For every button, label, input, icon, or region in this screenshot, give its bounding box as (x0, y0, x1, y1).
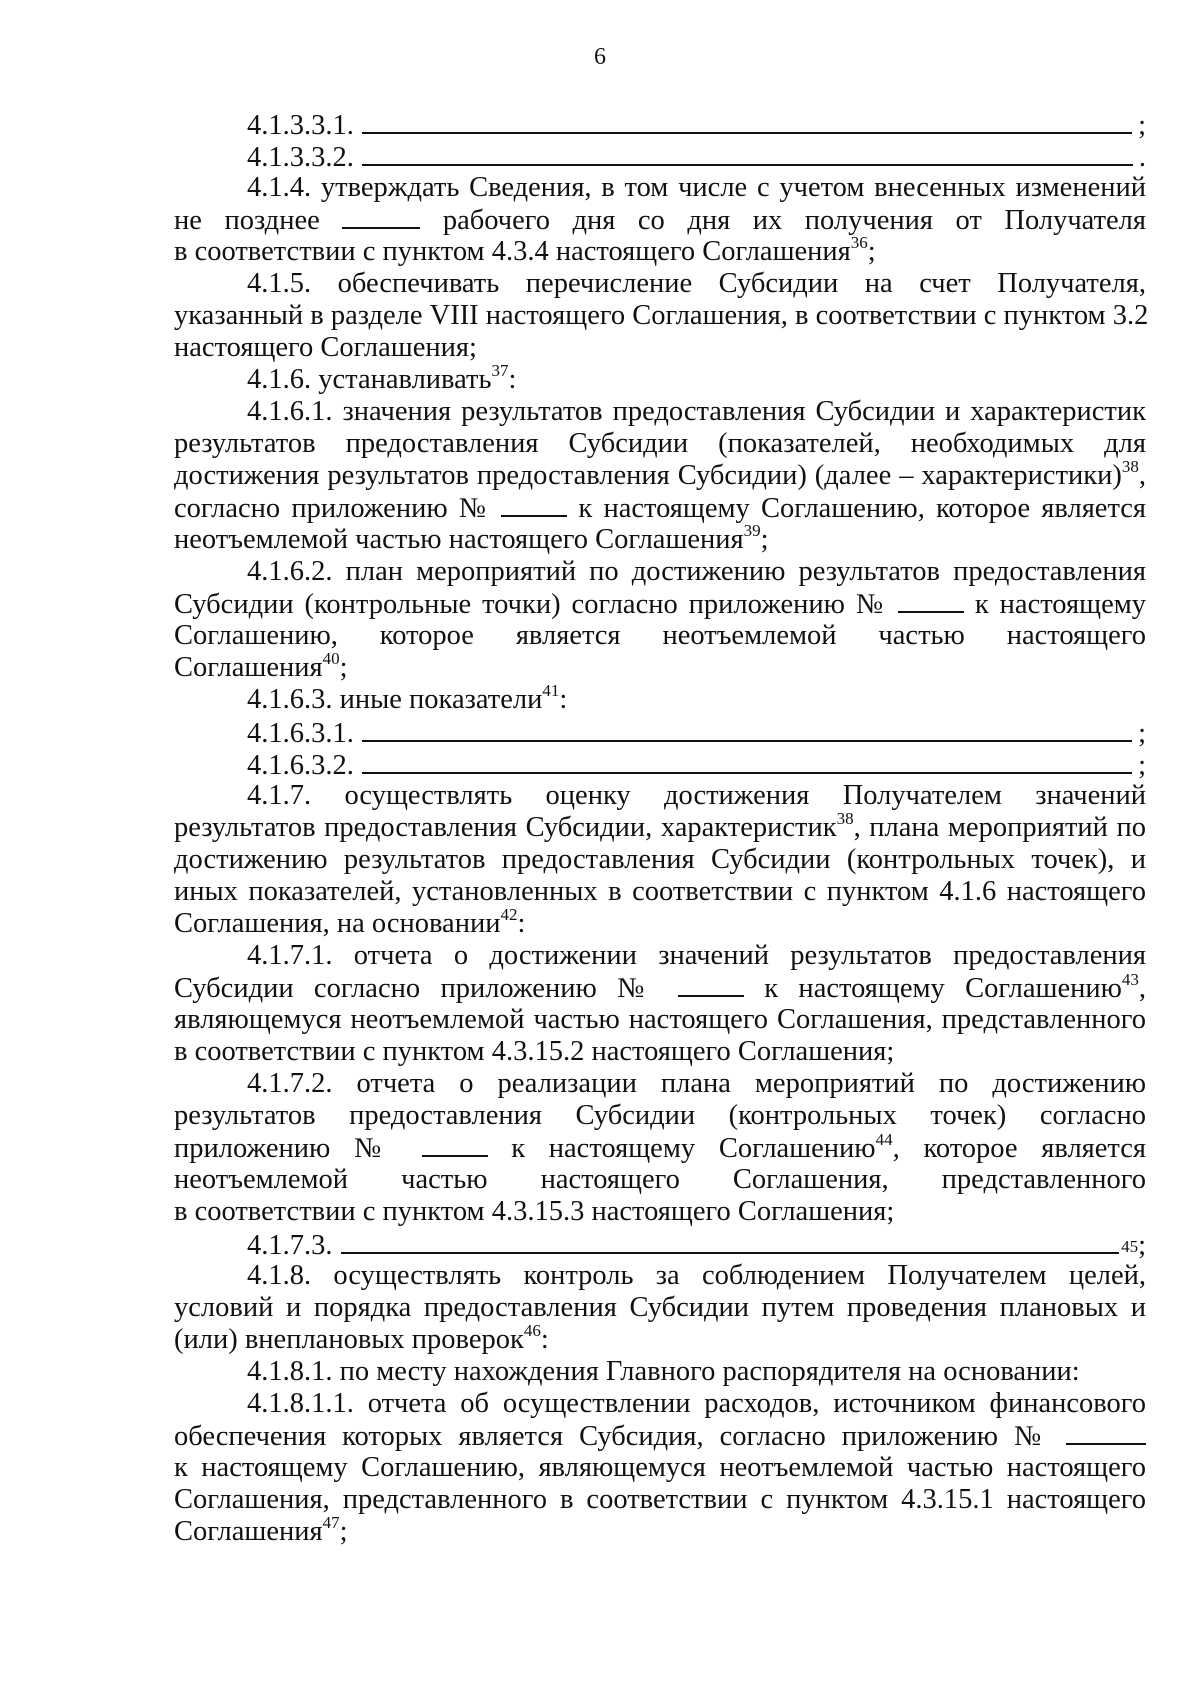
text-line: 4.1.6.2. план мероприятий по достижению результатов предоставления (247, 556, 1146, 587)
punctuation: ; (1138, 110, 1146, 141)
fill-in-blank[interactable] (898, 587, 964, 613)
text-line: результатов предоставления Субсидии (контрольных точек) согласно (174, 1100, 1146, 1131)
text-line: в соответствии с пунктом 4.3.15.2 настоящего Соглашения; (174, 1036, 895, 1067)
text-fragment: 4.1.6. устанавливать (247, 364, 492, 395)
text-line: 4.1.8.1.1. отчета об осуществлении расходов, источником финансового (247, 1388, 1146, 1419)
text-fragment: (или) внеплановых проверок (174, 1324, 524, 1355)
clause-number: 4.1.6.3.1. (247, 718, 354, 749)
punctuation: ; (1138, 750, 1146, 781)
text-line: достижению результатов предоставления Субсидии (контрольных точек), и (174, 844, 1146, 875)
punctuation: : (508, 364, 517, 395)
punctuation: , (1138, 460, 1146, 491)
fill-in-blank[interactable] (362, 107, 1132, 134)
text-fragment: Соглашения (174, 652, 323, 683)
punctuation: ; (1138, 718, 1146, 749)
text-line (174, 808, 1146, 845)
fill-in-blank[interactable] (362, 747, 1132, 774)
text-fragment: к настоящему Соглашению, которое является (578, 493, 1147, 524)
fill-in-blank[interactable] (678, 971, 744, 997)
punctuation: , (1138, 973, 1147, 1004)
clause-number: 4.1.6.3.2. (247, 750, 354, 781)
punctuation: ; (760, 524, 769, 555)
text-fragment: , которое является (892, 1133, 1146, 1164)
fill-in-blank[interactable] (341, 1227, 1120, 1254)
text-fragment: согласно приложению № (174, 493, 491, 524)
clause-4-1-3-3-1 (247, 107, 1146, 141)
punctuation: ; (339, 652, 348, 683)
text-line: неотъемлемой частью настоящего Соглашения, представленного (174, 1164, 1146, 1195)
text-line: 4.1.7.2. отчета о реализации плана мероприятий по достижению (247, 1068, 1146, 1099)
text-fragment: к настоящему Соглашению (764, 973, 1122, 1004)
footnote-ref: 44 (875, 1129, 893, 1149)
text-line (174, 1320, 1146, 1357)
text-line (174, 520, 1146, 557)
text-line (174, 232, 1146, 269)
fill-in-blank[interactable] (362, 715, 1132, 742)
clause-number: 4.1.3.3.1. (247, 110, 354, 141)
footnote-ref: 38 (1121, 456, 1139, 476)
footnote-ref: 47 (322, 1512, 340, 1532)
text-line (174, 456, 1146, 493)
text-line: условий и порядка предоставления Субсидии путем проведения плановых и (174, 1292, 1146, 1323)
fill-in-blank[interactable] (342, 203, 420, 229)
clause-4-1-6-3-1 (247, 715, 1146, 749)
text-line (247, 680, 1146, 717)
punctuation: ; (339, 1516, 348, 1547)
punctuation: ; (1138, 1230, 1146, 1261)
text-line: указанный в разделе VIII настоящего Соглашения, в соответствии с пунктом 3.2 (174, 300, 1149, 331)
text-line: иных показателей, установленных в соответствии с пунктом 4.1.6 настоящего (174, 876, 1146, 907)
text-line: 4.1.6.1. значения результатов предоставления Субсидии и характеристик (247, 396, 1146, 427)
text-fragment: Соглашения (174, 1516, 323, 1547)
clause-number: 4.1.7.3. (247, 1230, 333, 1261)
text-fragment: результатов предоставления Субсидии, характеристик (174, 812, 837, 843)
text-line (174, 491, 1146, 525)
text-fragment: Субсидии согласно приложению № (174, 973, 658, 1004)
footnote-ref: 43 (1121, 969, 1139, 989)
text-fragment: 4.1.6.3. иные показатели (247, 684, 543, 715)
text-line: 4.1.7. осуществлять оценку достижения Получателем значений (247, 780, 1146, 811)
text-fragment: приложению № (174, 1133, 398, 1164)
text-line: являющемуся неотъемлемой частью настоящего Соглашения, представленного (174, 1004, 1146, 1035)
fill-in-blank[interactable] (362, 139, 1133, 166)
text-line: Соглашения, представленного в соответствии с пунктом 4.3.15.1 настоящего (174, 1484, 1146, 1515)
text-line: к настоящему Соглашению, являющемуся неотъемлемой частью настоящего (174, 1452, 1146, 1483)
text-line (174, 203, 1146, 237)
text-fragment: к настоящему Соглашению (511, 1133, 876, 1164)
punctuation: : (540, 1324, 549, 1355)
clause-4-1-3-3-2 (247, 139, 1146, 173)
footnote-ref: 41 (542, 680, 560, 700)
fill-in-blank[interactable] (422, 1131, 488, 1157)
text-line (174, 904, 1146, 941)
footnote-ref: 39 (743, 520, 761, 540)
footnote-ref: 36 (850, 232, 868, 252)
text-line: 4.1.8.1. по месту нахождения Главного распорядителя на основании: (247, 1356, 1080, 1387)
page-number: 6 (594, 44, 606, 70)
text-fragment: , плана мероприятий по (853, 812, 1146, 843)
text-fragment: достижения результатов предоставления Субсидии) (далее – характеристики) (174, 460, 1122, 491)
text-line: 4.1.5. обеспечивать перечисление Субсидии на счет Получателя, (247, 268, 1146, 299)
text-fragment: Соглашения, на основании (174, 908, 501, 939)
punctuation: . (1138, 142, 1146, 173)
fill-in-blank[interactable] (1066, 1419, 1146, 1445)
text-fragment: не позднее (174, 205, 320, 236)
text-line (174, 1131, 1146, 1165)
text-line: настоящего Соглашения; (174, 332, 477, 363)
footnote-ref: 40 (322, 648, 340, 668)
footnote-ref: 46 (523, 1320, 541, 1340)
text-fragment: в соответствии с пунктом 4.3.4 настоящего Соглашения (174, 236, 851, 267)
text-line (174, 648, 1146, 685)
text-fragment: неотъемлемой частью настоящего Соглашения (174, 524, 744, 555)
text-line (174, 587, 1146, 621)
text-line: результатов предоставления Субсидии (показателей, необходимых для (174, 428, 1146, 459)
text-fragment: рабочего дня со дня их получения от Получателя (442, 205, 1147, 236)
text-line (174, 1512, 1146, 1549)
text-fragment: Субсидии (контрольные точки) согласно приложению № (174, 589, 887, 620)
text-line: 4.1.4. утверждать Сведения, в том числе с учетом внесенных изменений (247, 172, 1146, 203)
text-line: в соответствии с пунктом 4.3.15.3 настоящего Соглашения; (174, 1196, 895, 1227)
punctuation: : (559, 684, 568, 715)
text-line (174, 971, 1146, 1005)
clause-4-1-6-3-2 (247, 747, 1146, 781)
punctuation: ; (867, 236, 876, 267)
footnote-ref: 37 (491, 360, 509, 380)
footnote-ref: 42 (500, 904, 518, 924)
text-fragment: обеспечения которых является Субсидия, согласно приложению № (174, 1421, 1051, 1452)
text-line: 4.1.8. осуществлять контроль за соблюдением Получателем целей, (247, 1260, 1146, 1291)
footnote-ref: 38 (836, 808, 854, 828)
text-line: Соглашению, которое является неотъемлемой частью настоящего (174, 620, 1146, 651)
fill-in-blank[interactable] (501, 491, 567, 517)
clause-4-1-7-3: 4.1.7.3. $^{45}$ ; (247, 1227, 1146, 1261)
text-fragment: к настоящему (974, 589, 1147, 620)
punctuation: : (517, 908, 526, 939)
clause-number: 4.1.3.3.2. (247, 142, 354, 173)
text-line (174, 1419, 1146, 1453)
text-line: 4.1.7.1. отчета о достижении значений результатов предоставления (247, 940, 1146, 971)
text-line (247, 360, 1146, 397)
